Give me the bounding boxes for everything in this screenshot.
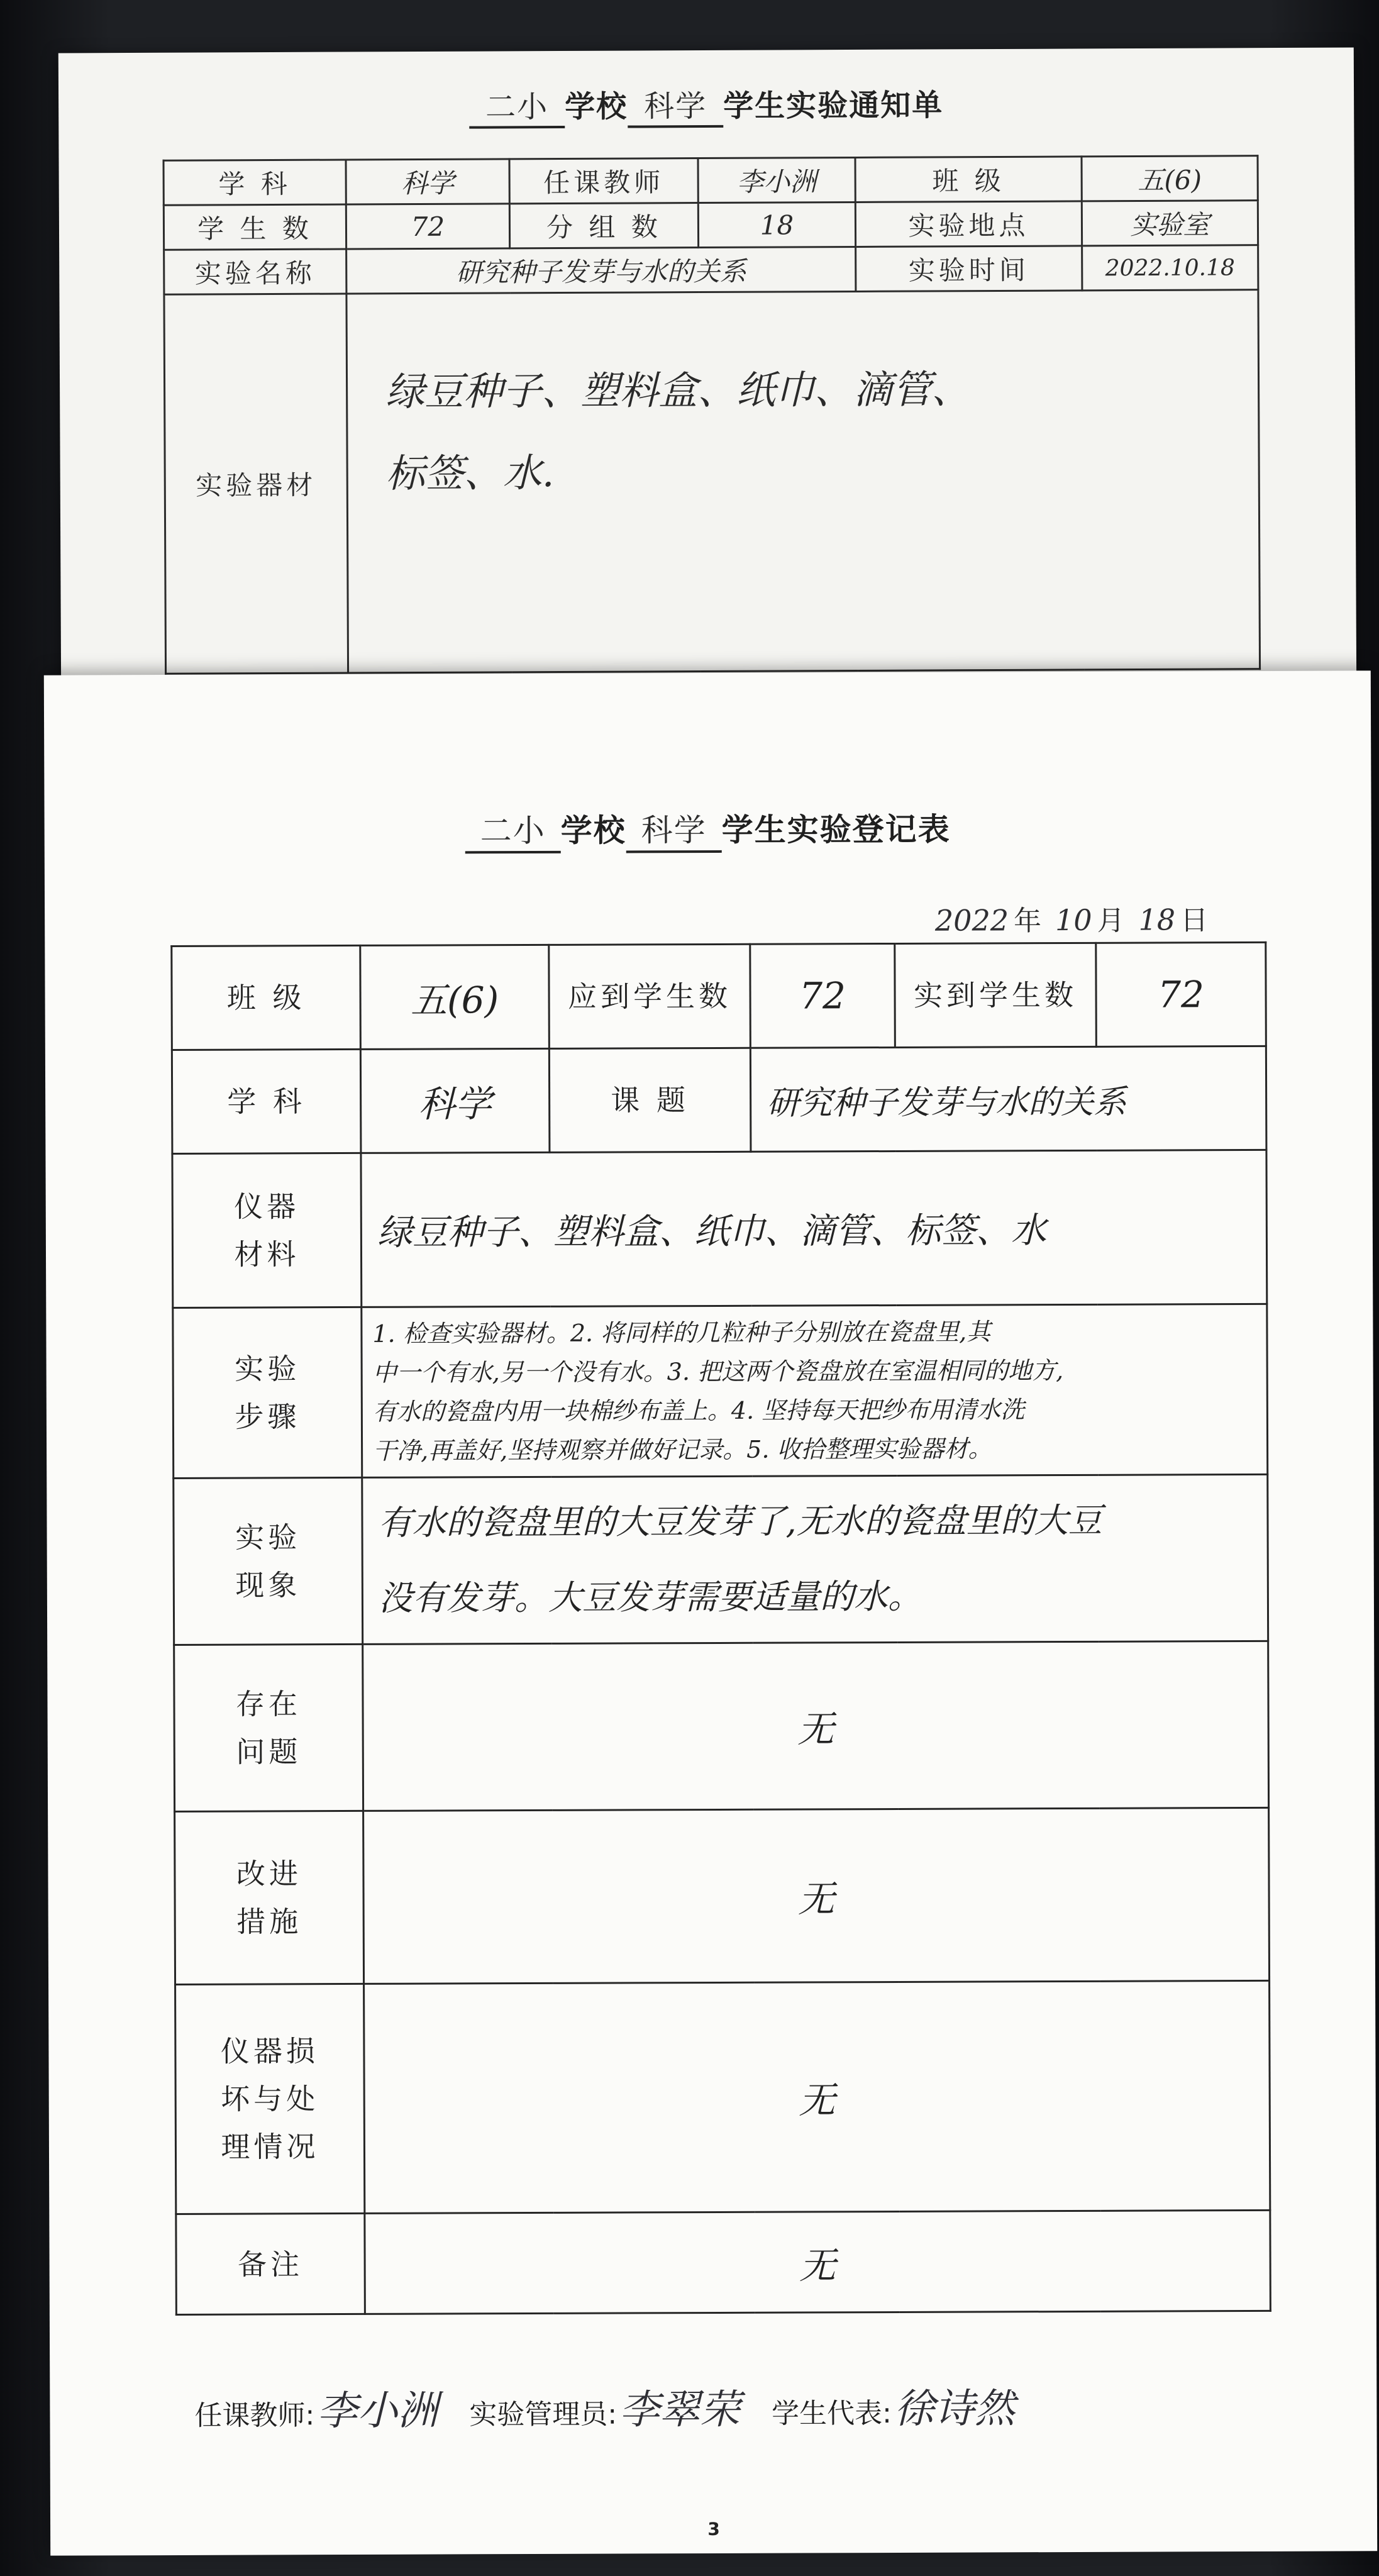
notice-title-subject: 科学 (628, 82, 723, 128)
register-row-steps (173, 1304, 1268, 1478)
notice-label-equipment: 实验器材 (164, 294, 348, 674)
notice-value-class: 五(6) (1082, 156, 1258, 201)
register-label-problems-1: 存在 (235, 1687, 302, 1721)
notice-label-place: 实验地点 (855, 201, 1082, 247)
register-label-expected: 应到学生数 (549, 944, 751, 1048)
register-label-topic: 课 题 (549, 1048, 751, 1152)
notice-value-teacher: 李小洲 (698, 157, 855, 203)
experiment-register-sheet (44, 670, 1377, 2555)
register-phenomenon-line-1: 有水的瓷盘里的大豆发芽了,无水的瓷盘里的大豆 (378, 1500, 1102, 1543)
notice-title (58, 79, 1354, 131)
register-row-remarks (176, 2210, 1271, 2314)
register-phenomenon-line-2: 没有发芽。大豆发芽需要适量的水。 (378, 1576, 922, 1618)
signature-teacher (194, 2379, 438, 2437)
register-title-tail: 学生实验登记表 (721, 811, 951, 848)
register-date-month-unit: 月 (1097, 904, 1125, 937)
notice-value-equipment (346, 290, 1260, 673)
register-value-topic: 研究种子发芽与水的关系 (750, 1046, 1266, 1152)
register-value-problems: 无 (363, 1641, 1269, 1811)
register-value-expected: 72 (750, 943, 895, 1048)
register-steps-line-2: 中一个有水,另一个没有水。3. 把这两个瓷盘放在室温相同的地方, (372, 1357, 1064, 1387)
register-label-materials-1: 仪器 (234, 1189, 300, 1224)
register-label-phenomenon (174, 1477, 363, 1645)
register-value-damage: 无 (364, 1980, 1270, 2213)
register-date-month: 10 (1055, 902, 1092, 938)
register-value-materials: 绿豆种子、塑料盒、纸巾、滴管、标签、水 (361, 1150, 1267, 1307)
notice-label-subject: 学 科 (163, 160, 346, 205)
notice-value-exp-time: 2022.10.18 (1082, 245, 1258, 291)
notice-row-1 (163, 156, 1258, 206)
register-label-subject: 学 科 (172, 1049, 361, 1153)
register-value-steps (362, 1304, 1268, 1477)
notice-value-groups: 18 (698, 202, 855, 247)
notice-value-exp-name: 研究种子发芽与水的关系 (346, 247, 856, 294)
notice-value-subject: 科学 (346, 159, 509, 204)
register-value-remarks: 无 (365, 2210, 1271, 2314)
register-label-damage-2: 坏与处 (221, 2082, 319, 2116)
notice-value-place: 实验室 (1082, 201, 1258, 246)
register-date (930, 897, 1208, 939)
register-date-year: 2022 (934, 903, 1009, 938)
register-label-problems (174, 1644, 363, 1811)
signature-teacher-label: 任课教师: (194, 2399, 315, 2432)
register-label-actual: 实到学生数 (895, 943, 1097, 1047)
register-label-steps (173, 1307, 362, 1478)
signature-line (194, 2375, 1295, 2437)
notice-label-teacher: 任课教师 (509, 158, 698, 204)
notice-title-mid: 学校 (565, 89, 628, 125)
notice-value-students: 72 (346, 204, 509, 249)
register-label-damage (175, 1984, 365, 2214)
page-number: 3 (707, 2518, 720, 2540)
register-label-materials-2: 材料 (234, 1237, 300, 1272)
notice-row-4 (164, 290, 1260, 674)
register-label-improve (175, 1811, 364, 1984)
notice-label-class: 班 级 (855, 157, 1082, 203)
register-row-problems (174, 1641, 1269, 1811)
register-row-improve (175, 1807, 1270, 1984)
notice-label-groups: 分 组 数 (509, 203, 698, 248)
register-value-phenomenon (362, 1474, 1268, 1644)
register-value-class: 五(6) (360, 945, 550, 1049)
register-label-problems-2: 问题 (236, 1735, 302, 1769)
register-title-subject: 科学 (626, 805, 722, 853)
register-row-materials (172, 1150, 1267, 1307)
register-value-subject: 科学 (360, 1048, 550, 1153)
notice-row-3 (164, 245, 1258, 295)
register-label-damage-3: 理情况 (221, 2129, 319, 2164)
register-label-steps-2: 步骤 (235, 1399, 301, 1434)
signature-student (772, 2376, 1015, 2434)
register-value-improve: 无 (363, 1807, 1270, 1984)
register-label-class: 班 级 (172, 945, 361, 1050)
register-date-year-unit: 年 (1013, 905, 1042, 938)
register-label-phenomenon-1: 实验 (235, 1520, 301, 1555)
notice-label-exp-time: 实验时间 (856, 246, 1082, 292)
register-date-day: 18 (1138, 902, 1176, 937)
notice-title-tail: 学生实验通知单 (723, 87, 944, 124)
register-row-damage (175, 1980, 1270, 2214)
register-steps-line-3: 有水的瓷盘内用一块棉纱布盖上。4. 坚持每天把纱布用清水洗 (372, 1396, 1025, 1426)
register-label-damage-1: 仪器损 (220, 2034, 319, 2068)
notice-row-2 (163, 201, 1258, 250)
notice-table (163, 155, 1261, 675)
register-label-steps-1: 实验 (235, 1352, 301, 1386)
register-steps-line-4: 干净,再盖好,坚持观察并做好记录。5. 收拾整理实验器材。 (373, 1435, 992, 1465)
register-value-actual: 72 (1096, 942, 1266, 1046)
register-label-phenomenon-2: 现象 (235, 1568, 301, 1602)
register-row-class (172, 942, 1266, 1050)
signature-teacher-name: 李小洲 (317, 2387, 438, 2435)
register-label-materials (172, 1153, 362, 1307)
register-label-improve-1: 改进 (236, 1857, 302, 1891)
register-date-day-unit: 日 (1180, 904, 1209, 937)
register-row-phenomenon (174, 1474, 1268, 1645)
notice-equipment-line-1: 绿豆种子、塑料盒、纸巾、滴管、 (385, 366, 971, 415)
register-label-remarks: 备注 (176, 2213, 365, 2314)
register-steps-line-1: 1. 检查实验器材。2. 将同样的几粒种子分别放在瓷盘里,其 (372, 1318, 991, 1348)
signature-manager-name: 李翠荣 (619, 2386, 741, 2434)
signature-student-name: 徐诗然 (894, 2385, 1016, 2433)
register-title (45, 802, 1371, 855)
signature-manager (469, 2377, 740, 2436)
notice-label-exp-name: 实验名称 (164, 249, 346, 294)
register-title-mid: 学校 (560, 812, 626, 849)
notice-title-school: 二小 (469, 82, 565, 129)
notice-label-students: 学 生 数 (163, 204, 346, 250)
notice-equipment-line-2: 标签、水. (385, 450, 555, 497)
signature-student-label: 学生代表: (772, 2397, 892, 2430)
register-label-improve-2: 措施 (236, 1904, 302, 1939)
experiment-notice-sheet (58, 48, 1356, 701)
register-table (170, 941, 1271, 2316)
register-title-school: 二小 (465, 806, 561, 854)
register-row-subject (172, 1046, 1266, 1153)
signature-manager-label: 实验管理员: (469, 2398, 618, 2431)
